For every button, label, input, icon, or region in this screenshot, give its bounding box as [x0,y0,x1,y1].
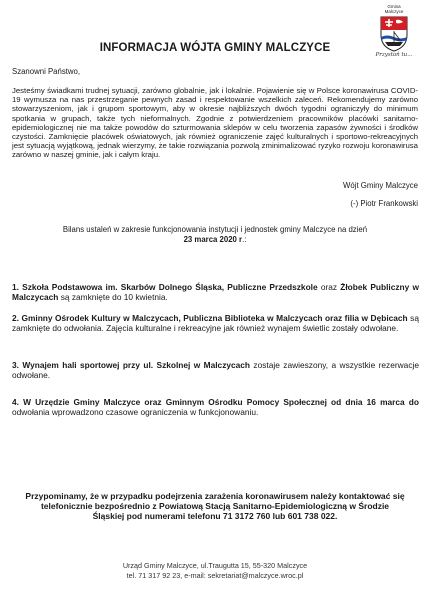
item-text: są zamknięte do 10 kwietnia. [58,292,168,303]
reminder-notice: Przypominamy, że w przypadku podejrzenia zarażenia koronawirusem należy kontaktować się telefonicznie bezpośrednio z Powiatową Stacją Sanitarno-Epidemiologiczną w Środzie Śląskiej pod numerami telefonu 71 3172 760 lub 601 738 022. [25,491,405,522]
signature-role: Wójt Gminy Malczyce [343,181,418,190]
item-text: zostaje zawieszony, a wszystkie rezerwacje odwołane. [12,360,419,381]
crest-label-line1: Gmina [387,4,401,9]
page-title: INFORMACJA WÓJTA GMINY MALCZYCE [99,42,331,54]
crest-motto: Przystań tu... [375,52,413,58]
footer-phone-email: tel. 71 317 92 23, e-mail: sekretariat@malczyce.wroc.pl [126,570,304,580]
summary-date: 23 marca 2020 r [183,234,243,244]
item-bold: 2. Gminny Ośrodek Kultury w Malczycach, Publiczna Biblioteka w Malczycach oraz filia w Dębicach [12,313,408,323]
list-item [12,360,419,381]
list-item [12,313,419,334]
item-bold: 4. W Urzędzie Gminy Malczyce oraz Gminnym Ośrodku Pomocy Społecznej od dnia 16 marca do [12,397,419,407]
signature-name: (-) Piotr Frankowski [350,199,418,208]
salutation: Szanowni Państwo, [12,67,81,76]
list-item [12,282,419,303]
item-bold: 3. Wynajem hali sportowej przy ul. Szkolnej w Malczycach [12,360,251,370]
summary-date-suffix: .: [242,234,247,244]
item-bold: Żłobek Publiczny w Malczycach [12,282,419,303]
list-item [12,397,419,418]
status-summary-heading [0,225,430,244]
body-paragraph: Jesteśmy świadkami trudnej sytuacji, zarówno globalnie, jak i lokalnie. Pojawienie się w Polsce koronawirusa COVID-19 wymusza na nas przestrzeganie pewnych zasad i respektowanie wszelkich zaleceń. Rekomendujemy zarówno stowarzyszeniom, jak i grupom sportowym, aby w okresie najbliższych dwóch tygodni ograniczyły do minimum spotkania w grupach, także tych nieformalnych. Zgodnie z potwierdzeniem pracowników placówki sanitarno-epidemiologicznej nie ma także powodów do szturmowania sklepów w celu tworzenia zapasów żywności i środków czystości. Zamknięcie placówek oświatowych, jak również ograniczenie zajęć kulturalnych i sportowo-rekreacyjnych jest sytuacją wyjątkową, jednak wierzymy, że takie rozwiązania pozwolą zminimalizować ryzyko rozwoju koronawirusa zarówno w naszej gminie, jak i całym kraju. [12,86,418,160]
item-bold: 1. Szkoła Podstawowa im. Skarbów Dolnego Śląska, Publiczne Przedszkole [12,282,318,292]
item-text: odwołania wprowadzono czasowe ograniczenia w funkcjonowaniu. [12,407,259,418]
crest-label-line2: Malczyce [384,9,404,14]
municipality-crest [368,4,420,68]
item-text: są zamknięte do odwołania. Zajęcia kulturalne i rekreacyjne jak również wynajem świetlic zostały odwołane. [12,313,419,334]
summary-date-line [0,235,430,245]
item-text: oraz [317,282,341,292]
summary-line: Bilans ustaleń w zakresie funkcjonowania instytucji i jednostek gminy Malczyce na dzień [62,225,368,234]
footer-contact [0,561,430,580]
footer-address: Urząd Gminy Malczyce, ul.Traugutta 15, 55-320 Malczyce [122,561,308,570]
